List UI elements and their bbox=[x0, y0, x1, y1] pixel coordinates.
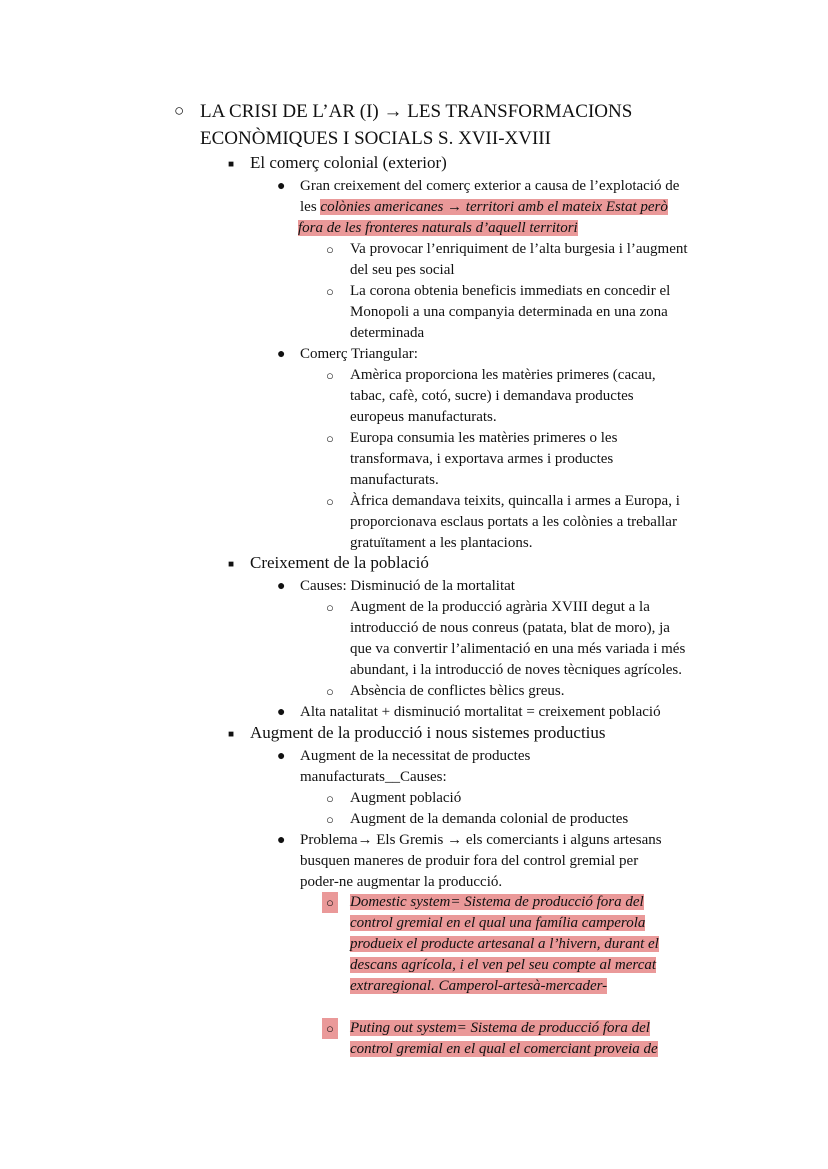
section-title-line-2: ECONÒMIQUES I SOCIALS S. XVII-XVIII bbox=[200, 128, 551, 149]
text-line: Europa consumia les matèries primeres o les bbox=[350, 430, 618, 446]
text-fragment: les bbox=[300, 199, 321, 215]
text-line bbox=[350, 1039, 658, 1060]
text-line: manufacturats__Causes: bbox=[300, 769, 447, 785]
text-line bbox=[350, 934, 659, 955]
text-line: La corona obtenia beneficis immediats en concedir el bbox=[350, 283, 671, 299]
hollow-bullet-icon: ○ bbox=[326, 684, 334, 699]
text-line: Àfrica demandava teixits, quincalla i armes a Europa, i bbox=[350, 493, 680, 509]
text-line: Problema→ Els Gremis → els comerciants i alguns artesans bbox=[300, 832, 662, 848]
text-line bbox=[298, 218, 578, 239]
text-line: Causes: Disminució de la mortalitat bbox=[300, 578, 515, 594]
hollow-bullet-icon: ○ bbox=[326, 791, 334, 806]
text-line: Va provocar l’enriquiment de l’alta burgesia i l’augment bbox=[350, 241, 688, 257]
highlighted-text: fora de les fronteres naturals d’aquell territori bbox=[298, 220, 578, 236]
square-bullet-icon: ■ bbox=[228, 159, 235, 170]
text-line: poder-ne augmentar la producció. bbox=[300, 874, 503, 890]
text-line: europeus manufacturats. bbox=[350, 409, 497, 425]
section-title-line-1: LA CRISI DE L’AR (I) → LES TRANSFORMACIONS bbox=[200, 101, 633, 122]
dot-bullet-icon: ● bbox=[277, 705, 286, 720]
text-line bbox=[350, 955, 656, 976]
heading-production-systems: Augment de la producció i nous sistemes productius bbox=[250, 723, 606, 742]
highlighted-text: produeix el producte artesanal a l’hivern, durant el bbox=[350, 936, 659, 952]
text-line: gratuïtament a les plantacions. bbox=[350, 535, 533, 551]
heading-colonial-trade: El comerç colonial (exterior) bbox=[250, 153, 447, 172]
square-bullet-icon: ■ bbox=[228, 729, 235, 740]
hollow-bullet-icon: ○ bbox=[326, 368, 334, 383]
highlighted-text: colònies americanes → territori amb el mateix Estat però bbox=[320, 199, 668, 215]
text-line: Augment de la producció agrària XVIII degut a la bbox=[350, 599, 650, 615]
hollow-bullet-icon: ○ bbox=[326, 494, 334, 509]
hollow-bullet-icon: ○ bbox=[326, 284, 334, 299]
highlighted-text: descans agrícola, i el ven pel seu compte al mercat bbox=[350, 957, 657, 973]
text-line bbox=[350, 892, 644, 913]
hollow-bullet-icon: ○ bbox=[322, 1018, 338, 1039]
text-line: del seu pes social bbox=[350, 262, 455, 278]
text-line: busquen maneres de produir fora del control gremial per bbox=[300, 853, 639, 869]
dot-bullet-icon: ● bbox=[277, 579, 286, 594]
highlighted-text: Puting out system= Sistema de producció fora del bbox=[350, 1020, 650, 1036]
text-line: introducció de nous conreus (patata, blat de moro), ja bbox=[350, 620, 670, 636]
dot-bullet-icon: ● bbox=[277, 347, 286, 362]
hollow-bullet-icon: ○ bbox=[326, 431, 334, 446]
text-line: Augment de la demanda colonial de productes bbox=[350, 811, 629, 827]
hollow-bullet-icon: ○ bbox=[326, 242, 334, 257]
text-line bbox=[350, 913, 645, 934]
hollow-bullet-icon: ○ bbox=[322, 892, 338, 913]
text-line: Alta natalitat + disminució mortalitat = creixement població bbox=[300, 704, 661, 720]
text-line: Comerç Triangular: bbox=[300, 346, 418, 362]
highlighted-text: control gremial en el qual una família camperola bbox=[350, 915, 646, 931]
text-line: Augment població bbox=[350, 790, 462, 806]
dot-bullet-icon: ● bbox=[277, 749, 286, 764]
text-line: Absència de conflictes bèlics greus. bbox=[350, 683, 565, 699]
text-line: proporcionava esclaus portats a les colònies a treballar bbox=[350, 514, 677, 530]
dot-bullet-icon: ● bbox=[277, 179, 286, 194]
square-bullet-icon: ■ bbox=[228, 559, 235, 570]
text-line: tabac, cafè, cotó, sucre) i demandava productes bbox=[350, 388, 634, 404]
text-line: que va convertir l’alimentació en una més variada i més bbox=[350, 641, 686, 657]
text-line: manufacturats. bbox=[350, 472, 439, 488]
highlighted-text: extraregional. Camperol-artesà-mercader- bbox=[350, 978, 608, 994]
highlighted-text: control gremial en el qual el comerciant proveia de bbox=[350, 1041, 658, 1057]
text-line: transformava, i exportava armes i productes bbox=[350, 451, 614, 467]
text-line: Augment de la necessitat de productes bbox=[300, 748, 531, 764]
hollow-bullet-icon: ○ bbox=[326, 600, 334, 615]
text-line: determinada bbox=[350, 325, 425, 341]
text-line: abundant, i la introducció de noves tècniques agrícoles. bbox=[350, 662, 682, 678]
highlighted-text: Domestic system= Sistema de producció fora del bbox=[350, 894, 644, 910]
text-line bbox=[350, 976, 607, 997]
text-line: Amèrica proporciona les matèries primeres (cacau, bbox=[350, 367, 656, 383]
text-line bbox=[350, 1018, 650, 1039]
heading-population-growth: Creixement de la població bbox=[250, 553, 429, 572]
text-line: Monopoli a una companyia determinada en una zona bbox=[350, 304, 668, 320]
text-line: Gran creixement del comerç exterior a causa de l’explotació de bbox=[300, 178, 680, 194]
hollow-bullet-icon: ○ bbox=[174, 101, 185, 120]
text-line-mixed bbox=[300, 197, 668, 218]
dot-bullet-icon: ● bbox=[277, 833, 286, 848]
hollow-bullet-icon: ○ bbox=[326, 812, 334, 827]
